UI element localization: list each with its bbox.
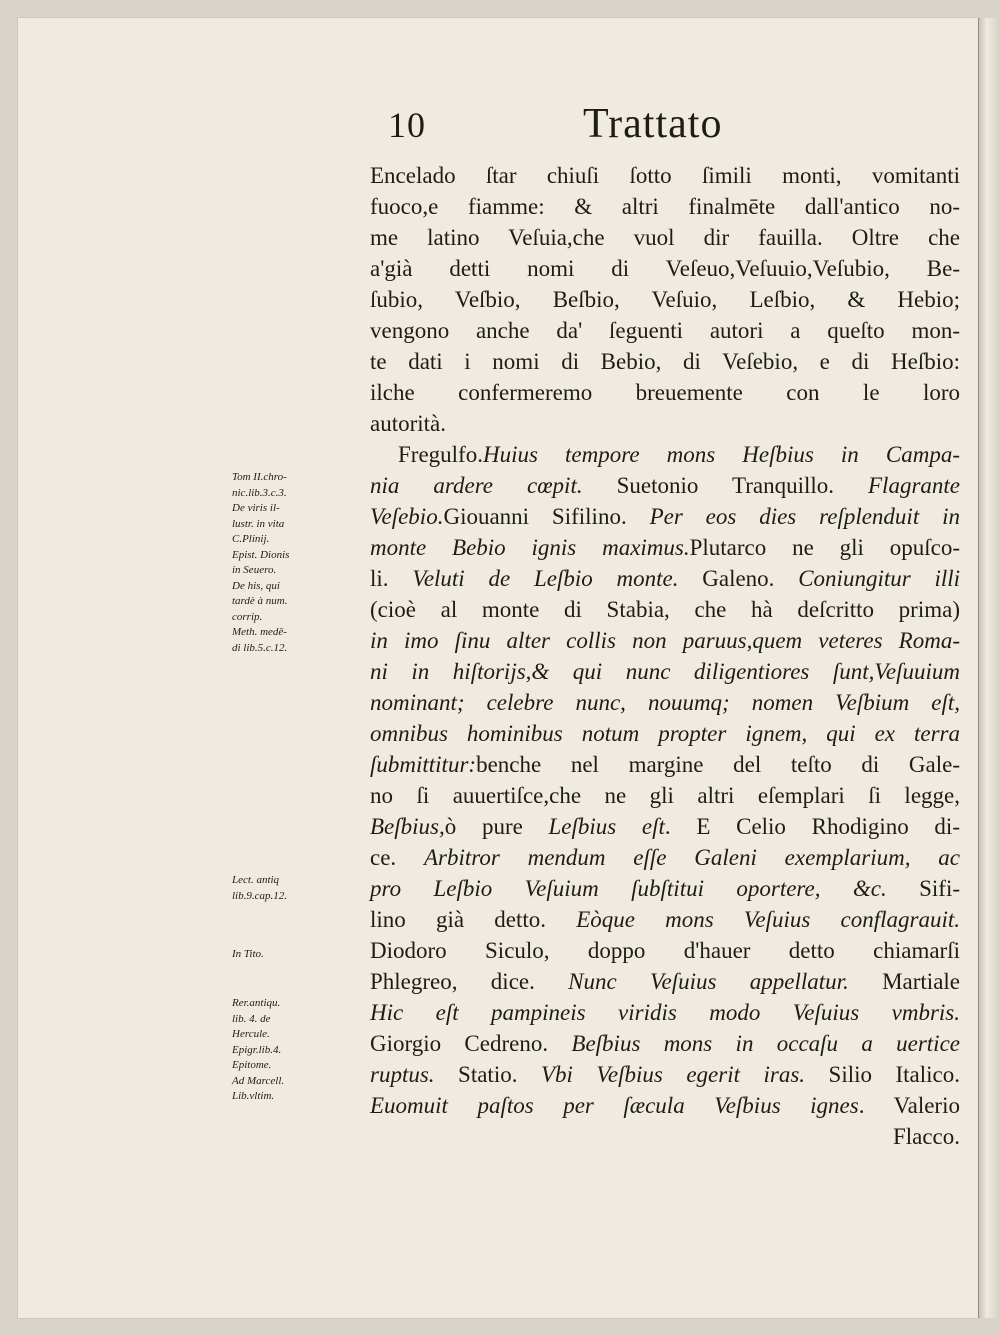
text-segment: Phlegreo, dice.	[370, 969, 569, 994]
margin-note-line: Epigr.lib.4.	[232, 1043, 282, 1056]
running-header	[388, 100, 788, 156]
margin-note-line: lib.9.cap.12.	[232, 889, 287, 902]
text-segment: te dati i nomi di Bebio, di Veſebio, e di Heſbio:	[370, 349, 960, 374]
italic-quotation: Huius tempore mons Heſbius in Campa-	[482, 442, 960, 467]
text-segment: Plutarco ne gli opuſco-	[689, 535, 960, 560]
next-page-edge	[978, 18, 1000, 1318]
text-segment: me latino Veſuia,che vuol dir fauilla. Oltre che	[370, 225, 960, 250]
italic-quotation: Leſbius eſt	[548, 814, 665, 839]
text-segment: . Valerio	[858, 1093, 960, 1118]
text-segment: autorità.	[370, 411, 446, 436]
text-segment: ilche confermeremo breuemente con le loro	[370, 380, 960, 405]
page-number: 10	[388, 105, 426, 145]
text-segment: lino già detto.	[370, 907, 577, 932]
text-line	[370, 532, 960, 563]
text-segment: Fregulfo.	[398, 442, 483, 467]
text-segment: fuoco,e fiamme: & altri finalmēte dall'antico no-	[370, 194, 960, 219]
text-line	[370, 439, 960, 470]
text-segment: ò pure	[444, 814, 549, 839]
text-line	[370, 253, 960, 284]
margin-note-line: In Tito.	[232, 948, 264, 960]
italic-quotation: Arbitror mendum eſſe Galeni exemplarium, ac	[423, 845, 961, 870]
text-line	[370, 160, 960, 191]
margin-note-line: Lect. antiq	[232, 874, 280, 886]
italic-quotation: pro Leſbio Veſuium ſubſtitui oportere, &c.	[370, 876, 887, 901]
margin-note-line: De his, qui	[232, 579, 280, 592]
text-line	[370, 811, 960, 842]
running-title: Trattato	[583, 101, 723, 147]
text-line	[370, 718, 960, 749]
catchword: Flacco.	[892, 1124, 960, 1149]
text-line	[370, 191, 960, 222]
text-segment: Silio Italico.	[805, 1062, 960, 1087]
text-segment: Galeno.	[678, 566, 799, 591]
margin-note-line: Meth. medē-	[232, 626, 287, 638]
margin-note-line: corrip.	[232, 610, 263, 623]
text-line	[370, 377, 960, 408]
text-segment: Sifi-	[886, 876, 960, 901]
italic-quotation: monte Bebio ignis maximus.	[370, 535, 690, 560]
italic-quotation: nominant; celebre nunc, nouumq; nomen Veſbium eſt,	[370, 690, 960, 715]
italic-quotation: Eòque mons Veſuius conflagrauit.	[576, 907, 961, 932]
text-line	[370, 470, 960, 501]
text-segment: (cioè al monte di Stabia, che hà deſcritto prima)	[370, 597, 960, 622]
text-segment: Statio.	[434, 1062, 541, 1087]
text-line	[370, 935, 960, 966]
text-segment: Diodoro Siculo, doppo d'hauer detto chiamarſi	[370, 938, 960, 963]
margin-note-group	[232, 470, 357, 656]
italic-quotation: in imo ſinu alter collis non paruus,quem veteres Roma-	[370, 628, 960, 653]
page-edge-line	[978, 18, 979, 1318]
text-line	[370, 656, 960, 687]
margin-note-line: De viris il-	[232, 502, 280, 514]
text-line	[370, 687, 960, 718]
text-segment: Giorgio Cedreno.	[370, 1031, 572, 1056]
margin-note-line: di lib.5.c.12.	[232, 641, 288, 654]
italic-quotation: Vbi Veſbius egerit iras.	[540, 1062, 806, 1087]
text-line	[370, 563, 960, 594]
text-line	[370, 780, 960, 811]
text-segment: li.	[370, 566, 413, 591]
text-segment: Suetonio Tranquillo.	[582, 473, 868, 498]
text-line	[370, 966, 960, 997]
margin-note-line: Ad Marcell.	[232, 1074, 285, 1087]
text-segment: Martiale	[848, 969, 960, 994]
margin-note-line: Rer.antiqu.	[232, 997, 281, 1009]
italic-quotation: Per eos dies reſplenduit in	[649, 504, 960, 529]
text-line	[370, 346, 960, 377]
text-line	[370, 594, 960, 625]
text-line	[370, 1028, 960, 1059]
margin-note-line: Tom II.chro-	[232, 471, 287, 483]
text-line	[370, 222, 960, 253]
italic-quotation: Beſbius,	[370, 814, 445, 839]
italic-quotation: Euomuit paſtos per ſæcula Veſbius ignes	[370, 1093, 859, 1118]
text-segment: ſubio, Veſbio, Beſbio, Veſuio, Leſbio, & Hebio;	[370, 287, 960, 312]
margin-note-line: Epitome.	[232, 1059, 272, 1071]
text-line	[370, 408, 960, 439]
text-segment: no ſi auuertiſce,che ne gli altri eſemplari ſi legge,	[370, 783, 960, 808]
text-line	[370, 997, 960, 1028]
italic-quotation: Hic eſt pampineis viridis modo Veſuius vmbris.	[370, 1000, 960, 1025]
text-segment: a'già detti nomi di Veſeuo,Veſuuio,Veſubio, Be-	[370, 256, 960, 281]
margin-note-group	[232, 947, 357, 963]
italic-quotation: Coniungitur illi	[798, 566, 961, 591]
text-line	[370, 904, 960, 935]
text-line	[370, 501, 960, 532]
text-segment: Giouanni Sifilino.	[443, 504, 650, 529]
italic-quotation: nia ardere cœpit.	[370, 473, 583, 498]
margin-note-line: Lib.vltim.	[232, 1090, 275, 1102]
text-segment: benche nel margine del teſto di Gale-	[476, 752, 960, 777]
text-segment: . E Celio Rhodigino di-	[664, 814, 960, 839]
italic-quotation: Veluti de Leſbio monte.	[412, 566, 679, 591]
text-line	[370, 873, 960, 904]
margin-note-line: tardè à num.	[232, 595, 288, 607]
text-segment: Encelado ſtar chiuſi ſotto ſimili monti, vomitanti	[370, 163, 960, 188]
italic-quotation: Flagrante	[868, 473, 960, 498]
margin-note-group	[232, 873, 357, 904]
text-line	[370, 315, 960, 346]
text-line	[370, 284, 960, 315]
text-segment: vengono anche da' ſeguenti autori a queſto mon-	[370, 318, 960, 343]
italic-quotation: ſubmittitur:	[370, 752, 477, 777]
margin-note-line: nic.lib.3.c.3.	[232, 486, 287, 499]
italic-quotation: ni in hiſtorijs,& qui nunc diligentiores ſunt,Veſuuium	[370, 659, 960, 684]
italic-quotation: omnibus hominibus notum propter ignem, qui ex terra	[370, 721, 960, 746]
text-segment: ce.	[370, 845, 424, 870]
italic-quotation: Veſebio.	[370, 504, 444, 529]
italic-quotation: Nunc Veſuius appellatur.	[568, 969, 849, 994]
text-line	[370, 1059, 960, 1090]
margin-note-line: lib. 4. de	[232, 1012, 271, 1025]
text-line	[370, 625, 960, 656]
body-text	[370, 160, 960, 1152]
italic-quotation: ruptus.	[370, 1062, 435, 1087]
margin-note-line: C.Plinij.	[232, 533, 270, 545]
italic-quotation: Beſbius mons in occaſu a uertice	[571, 1031, 960, 1056]
margin-note-group	[232, 996, 357, 1105]
text-line	[370, 842, 960, 873]
text-line	[370, 1090, 960, 1121]
margin-note-line: in Seuero.	[232, 564, 277, 576]
text-line	[370, 749, 960, 780]
margin-note-line: lustr. in vita	[232, 517, 285, 530]
margin-note-line: Hercule.	[232, 1028, 270, 1040]
margin-note-line: Epist. Dionis	[232, 548, 290, 561]
